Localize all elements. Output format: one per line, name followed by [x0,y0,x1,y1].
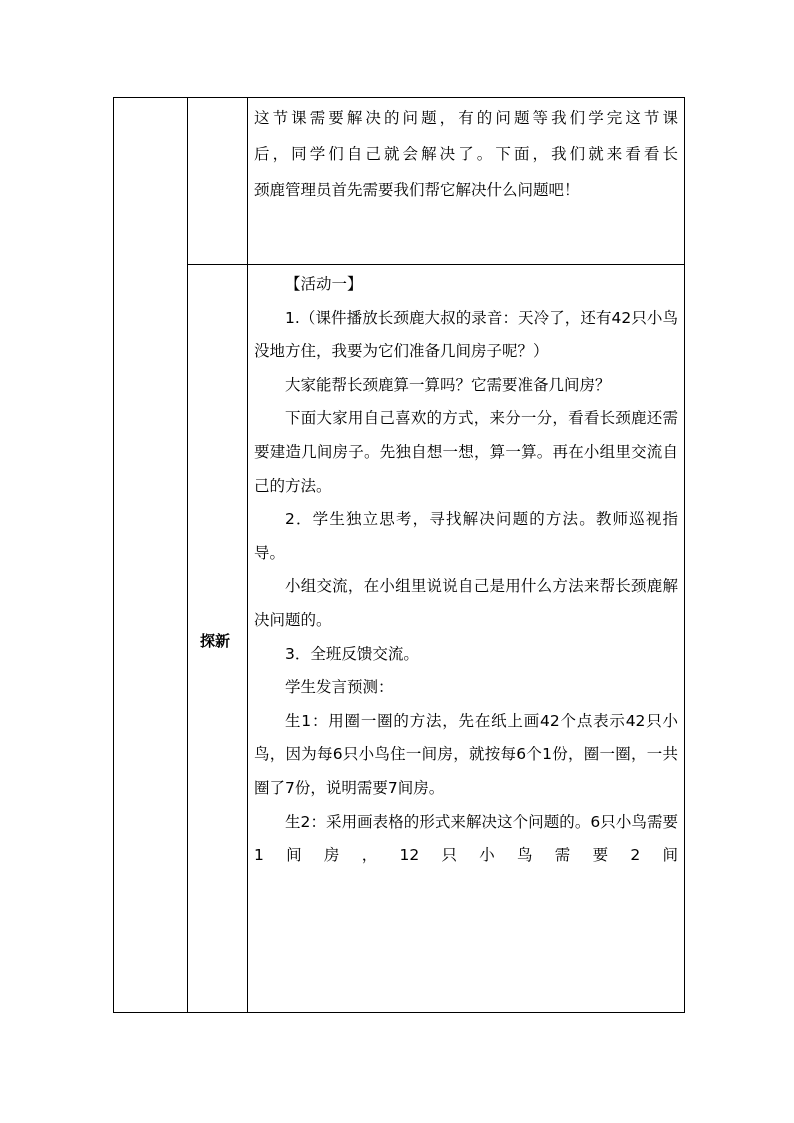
paragraph-8: 生1：用圈一圈的方法，先在纸上画42个点表示42只小鸟，因为每6只小鸟住一间房，就按每6个1份，圈一圈，一共圈了7份，说明需要7间房。 [254,711,678,797]
paragraph-7: 学生发言预测： [285,678,394,697]
lesson-plan-table [113,97,685,1013]
row2-label: 探新 [200,632,231,650]
paragraph-9: 生2：采用画表格的形式来解决这个问题的。6只小鸟需要1间房，12只小鸟需要2间 [254,812,678,865]
paragraph-1: 1.（课件播放长颈鹿大叔的录音：天冷了，还有42只小鸟没地方住，我要为它们准备几间房子呢？） [254,308,678,361]
row1-line-2: 后，同学们自己就会解决了。下面，我们就来看看长 [254,145,678,163]
paragraph-3: 下面大家用自己喜欢的方式，来分一分，看看长颈鹿还需要建造几间房子。先独自想一想，算一算。再在小组里交流自己的方法。 [254,409,678,495]
row1-content [254,100,678,208]
column-divider-1 [187,98,188,1012]
column-divider-2 [247,98,248,1012]
activity-title: 【活动一】 [285,275,363,293]
row2-content [254,268,678,873]
paragraph-4: 2．学生独立思考，寻找解决问题的方法。教师巡视指导。 [254,510,678,562]
row1-line-3: 颈鹿管理员首先需要我们帮它解决什么问题吧！ [254,181,580,199]
row1-line-1: 这节课需要解决的问题，有的问题等我们学完这节课 [254,109,678,127]
paragraph-6: 3．全班反馈交流。 [285,644,419,663]
row-divider [187,264,684,265]
paragraph-5: 小组交流，在小组里说说自己是用什么方法来帮长颈鹿解决问题的。 [254,577,678,629]
paragraph-2: 大家能帮长颈鹿算一算吗？它需要准备几间房？ [285,375,611,394]
